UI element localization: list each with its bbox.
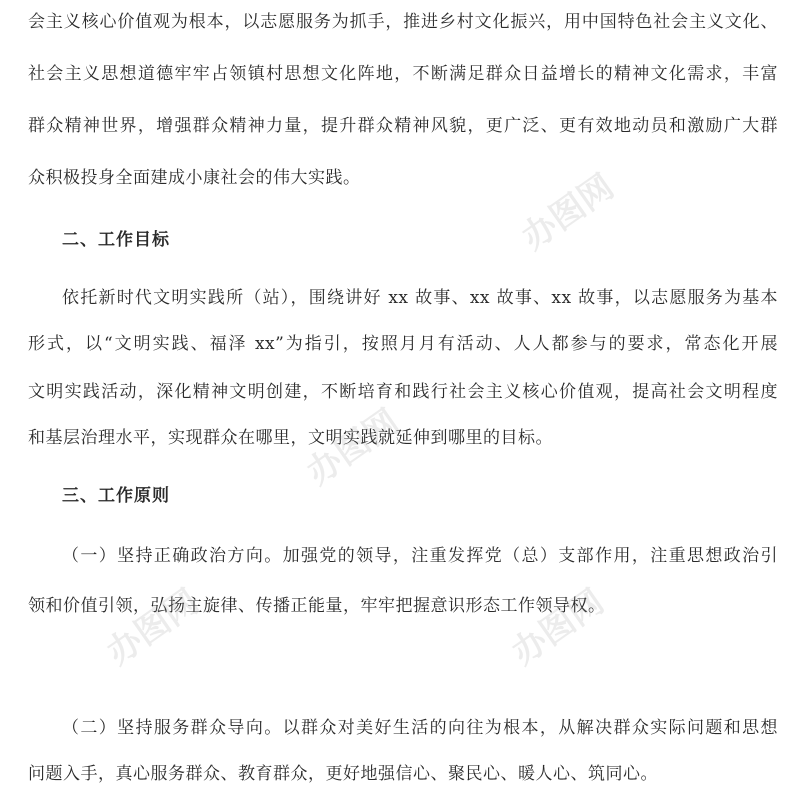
paragraph-line: 会主义核心价值观为根本，以志愿服务为抓手，推进乡村文化振兴，用中国特色社会主义文化、 (28, 12, 778, 32)
watermark: 办图网 (99, 581, 207, 674)
paragraph-line: 众积极投身全面建成小康社会的伟大实践。 (28, 168, 361, 188)
paragraph-line: （一）坚持正确政治方向。加强党的领导，注重发挥党（总）支部作用，注重思想政治引 (62, 546, 778, 566)
paragraph-line: 群众精神世界，增强群众精神力量，提升群众精神风貌，更广泛、更有效地动员和激励广大群 (28, 116, 778, 136)
paragraph-line: 文明实践活动，深化精神文明创建，不断培育和践行社会主义核心价值观，提高社会文明程度 (28, 382, 778, 402)
watermark: 办图网 (504, 581, 612, 674)
paragraph-line: （二）坚持服务群众导向。以群众对美好生活的向往为根本，从解决群众实际问题和思想 (62, 718, 778, 738)
paragraph-line: 问题入手，真心服务群众、教育群众，更好地强信心、聚民心、暖人心、筑同心。 (28, 764, 658, 784)
watermark: 办图网 (514, 166, 622, 259)
paragraph-line: 领和价值引领，弘扬主旋律、传播正能量，牢牢把握意识形态工作领导权。 (28, 596, 606, 616)
paragraph-line: 形式，以“文明实践、福泽 xx”为指引，按照月月有活动、人人都参与的要求，常态化开展 (28, 334, 778, 354)
paragraph-line: 和基层治理水平，实现群众在哪里，文明实践就延伸到哪里的目标。 (28, 428, 553, 448)
section-heading: 二、工作目标 (62, 230, 170, 250)
paragraph-line: 社会主义思想道德牢牢占领镇村思想文化阵地，不断满足群众日益增长的精神文化需求，丰富 (28, 64, 778, 84)
watermark: 办图网 (299, 401, 407, 494)
section-heading: 三、工作原则 (62, 486, 170, 506)
paragraph-line: 依托新时代文明实践所（站），围绕讲好 xx 故事、xx 故事、xx 故事，以志愿服务为基本 (62, 288, 778, 308)
